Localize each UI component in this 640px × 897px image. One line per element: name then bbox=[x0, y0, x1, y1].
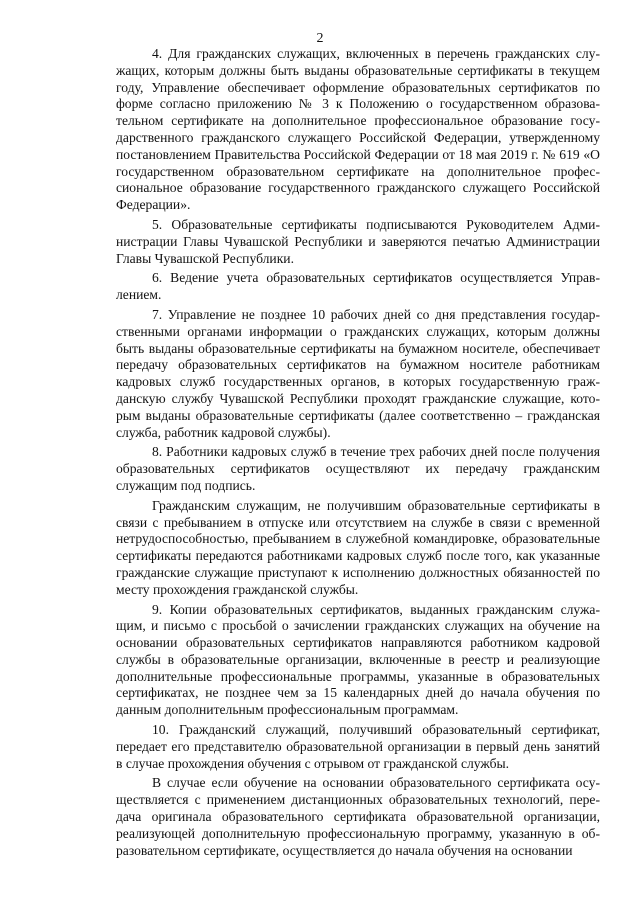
paragraph-item-6: 6. Ведение учета образовательных сертификатов осуществляется Управлением. bbox=[116, 270, 600, 303]
paragraph-item-4: 4. Для гражданских служащих, включенных в перечень гражданских служащих, которым должны быть выданы образовательные сертификаты в текущем году, Управление обеспечивает оформление образовательных сертификатов по форме согласно приложению № 3 к Положению о государственном образовательном сертификате на дополнительное профессиональное образование государственного гражданского служащего Российской Федерации, утвержденному постановлением Правительства Российской Федерации от 18 мая 2019 г. № 619 «О государственном образовательном сертификате на дополнительное профессиональное образование государственного гражданского служащего Российской Федерации». bbox=[116, 46, 600, 213]
paragraph-item-8-continued: Гражданским служащим, не получившим образовательные сертификаты в связи с пребыванием в отпуске или отсутствием на службе в связи с временной нетрудоспособностью, пребыванием в служебной командировке, образовательные сертификаты передаются работниками кадровых служб после того, как указанные гражданские служащие приступают к исполнению должностных обязанностей по месту прохождения гражданской службы. bbox=[116, 497, 600, 597]
paragraph-item-5: 5. Образовательные сертификаты подписываются Руководителем Администрации Главы Чувашской Республики и заверяются печатью Администрации Главы Чувашской Республики. bbox=[116, 216, 600, 266]
paragraph-item-9: 9. Копии образовательных сертификатов, выданных гражданским служащим, и письмо с просьбой о зачислении гражданских служащих на обучение на основании образовательных сертификатов направляются работником кадровой службы в образовательные организации, включенные в реестр и реализующие дополнительные профессиональные программы, указанные в образовательных сертификатах, не позднее чем за 15 календарных дней до начала обучения по данным дополнительным профессиональным программам. bbox=[116, 601, 600, 718]
paragraph-item-8: 8. Работники кадровых служб в течение трех рабочих дней после получения образовательных сертификатов осуществляют их передачу гражданским служащим под подпись. bbox=[116, 444, 600, 493]
paragraph-item-7: 7. Управление не позднее 10 рабочих дней со дня представления государственными органами информации о гражданских служащих, которым должны быть выданы образовательные сертификаты на бумажном носителе, обеспечивает передачу образовательных сертификатов на бумажном носителе работникам кадровых служб государственных органов, в которых государственную гражданскую службу Чувашской Республики проходят гражданские служащие, которым выданы образовательные сертификаты (далее соответственно – гражданская служба, работник кадровой службы). bbox=[116, 306, 600, 440]
document-body bbox=[116, 46, 600, 859]
paragraph-item-10: 10. Гражданский служащий, получивший образовательный сертификат, передает его представителю образовательной организации в первый день занятий в случае прохождения обучения с отрывом от гражданской службы. bbox=[116, 722, 600, 771]
page-number: 2 bbox=[316, 31, 324, 46]
paragraph-item-10-continued: В случае если обучение на основании образовательного сертификата осуществляется с применением дистанционных образовательных технологий, передача оригинала образовательного сертификата образовательной организации, реализующей дополнительную профессиональную программу, указанную в образовательном сертификате, осуществляется до начала обучения на основании bbox=[116, 775, 600, 858]
